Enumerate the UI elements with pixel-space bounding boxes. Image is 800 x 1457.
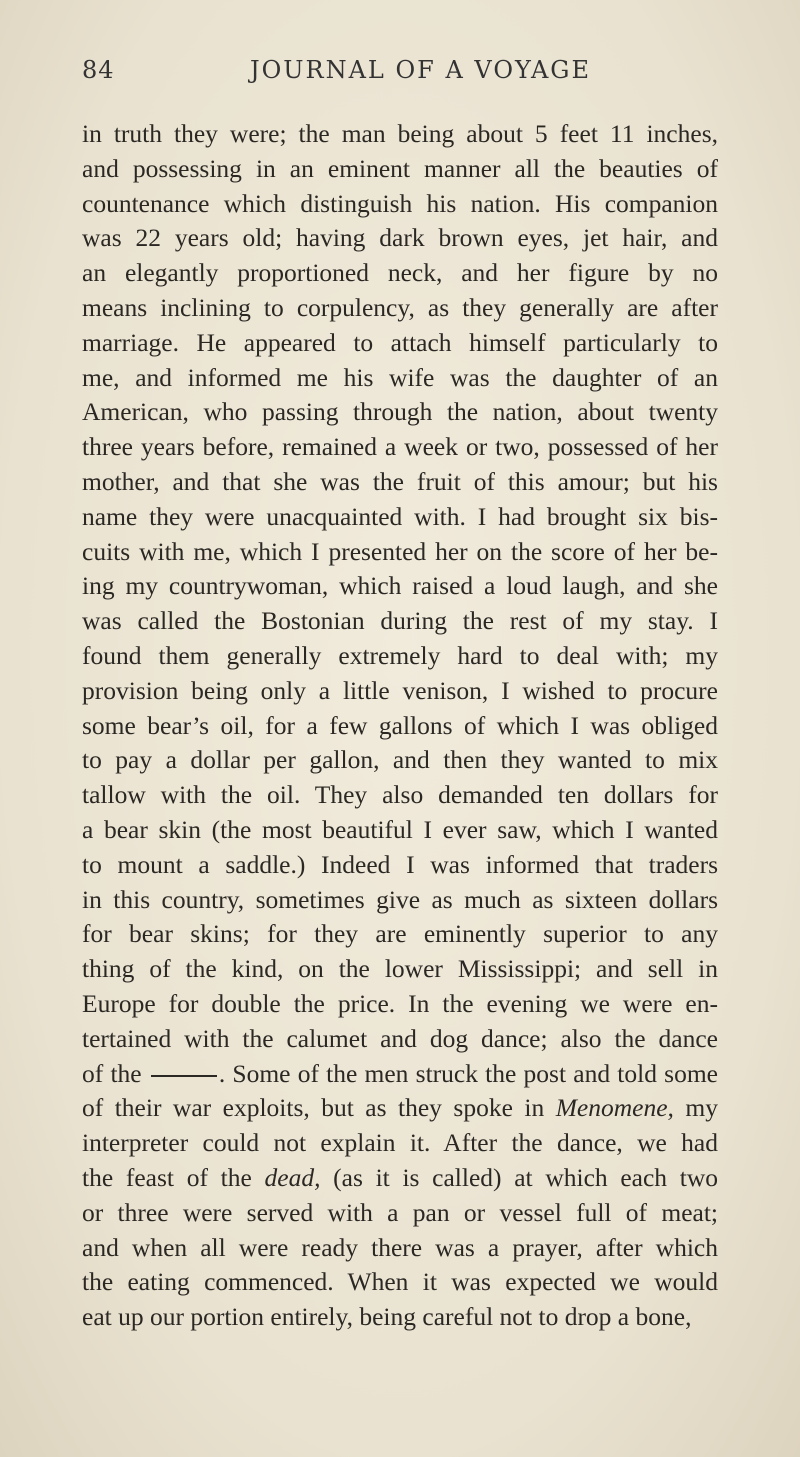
text-fragment: (as it is called) at which each two xyxy=(333,1162,719,1192)
text-line-with-italic xyxy=(82,1091,718,1126)
text-line: in truth they were; the man being about 5 feet 11 inches, xyxy=(82,119,718,148)
text-fragment: . Some of the men struck the post and told some xyxy=(218,1058,718,1088)
text-line: provision being only a little venison, I wished to procure xyxy=(82,675,718,705)
text-line: or three were served with a pan or vessel full of meat; xyxy=(82,1197,718,1227)
text-line: Europe for double the price. In the evening we were en- xyxy=(82,988,718,1018)
page-number: 84 xyxy=(82,56,115,84)
page-header xyxy=(82,52,718,92)
text-line: was 22 years old; having dark brown eyes, jet hair, and xyxy=(82,223,718,253)
text-line: tallow with the oil. They also demanded ten dollars for xyxy=(82,780,718,810)
text-line: ing my countrywoman, which raised a loud laugh, and she xyxy=(82,571,718,601)
text-fragment: of the xyxy=(82,1058,142,1088)
text-line: countenance which distinguish his nation. His companion xyxy=(82,188,718,218)
text-line: mother, and that she was the fruit of this amour; but his xyxy=(82,466,718,496)
text-line: name they were unacquainted with. I had brought six bis- xyxy=(82,501,718,531)
text-fragment: my xyxy=(685,1093,719,1123)
em-dash-rule xyxy=(151,1075,217,1077)
text-line: American, who passing through the nation, about twenty xyxy=(82,397,718,427)
text-line: cuits with me, which I presented her on the score of her be- xyxy=(82,536,718,566)
text-line: three years before, remained a week or two, possessed of her xyxy=(82,432,718,462)
body-text xyxy=(82,117,718,1335)
text-line: some bear’s oil, for a few gallons of which I was obliged xyxy=(82,710,718,740)
text-line: found them generally extremely hard to deal with; my xyxy=(82,640,718,670)
text-line: to mount a saddle.) Indeed I was informed that traders xyxy=(82,849,718,879)
text-line: was called the Bostonian during the rest of my stay. I xyxy=(82,606,718,636)
text-line: a bear skin (the most beautiful I ever saw, which I wanted xyxy=(82,814,718,844)
text-line: for bear skins; for they are eminently superior to any xyxy=(82,919,718,949)
text-line: the eating commenced. When it was expected we would xyxy=(82,1267,718,1297)
text-line: and possessing in an eminent manner all the beauties of xyxy=(82,153,718,183)
text-line: means inclining to corpulency, as they generally are after xyxy=(82,292,718,322)
running-head: JOURNAL OF A VOYAGE xyxy=(250,56,591,84)
text-line: an elegantly proportioned neck, and her figure by no xyxy=(82,258,718,288)
text-line: to pay a dollar per gallon, and then they wanted to mix xyxy=(82,745,718,775)
text-line: interpreter could not explain it. After the dance, we had xyxy=(82,1128,718,1158)
text-line: me, and informed me his wife was the daughter of an xyxy=(82,362,718,392)
text-line: and when all were ready there was a prayer, after which xyxy=(82,1232,718,1262)
text-fragment: the feast of the xyxy=(82,1162,252,1192)
text-fragment: of their war exploits, but as they spoke in xyxy=(82,1093,545,1123)
italic-word: Menomene, xyxy=(555,1093,674,1123)
italic-word: dead, xyxy=(264,1162,321,1192)
text-line-with-dash xyxy=(82,1057,718,1092)
text-line: marriage. He appeared to attach himself particularly to xyxy=(82,327,718,357)
text-line: eat up our portion entirely, being careful not to drop a bone, xyxy=(82,1302,692,1332)
text-line: thing of the kind, on the lower Mississippi; and sell in xyxy=(82,954,718,984)
text-line-with-italic xyxy=(82,1161,718,1196)
text-line: tertained with the calumet and dog dance; also the dance xyxy=(82,1023,718,1053)
text-line: in this country, sometimes give as much as sixteen dollars xyxy=(82,884,718,914)
